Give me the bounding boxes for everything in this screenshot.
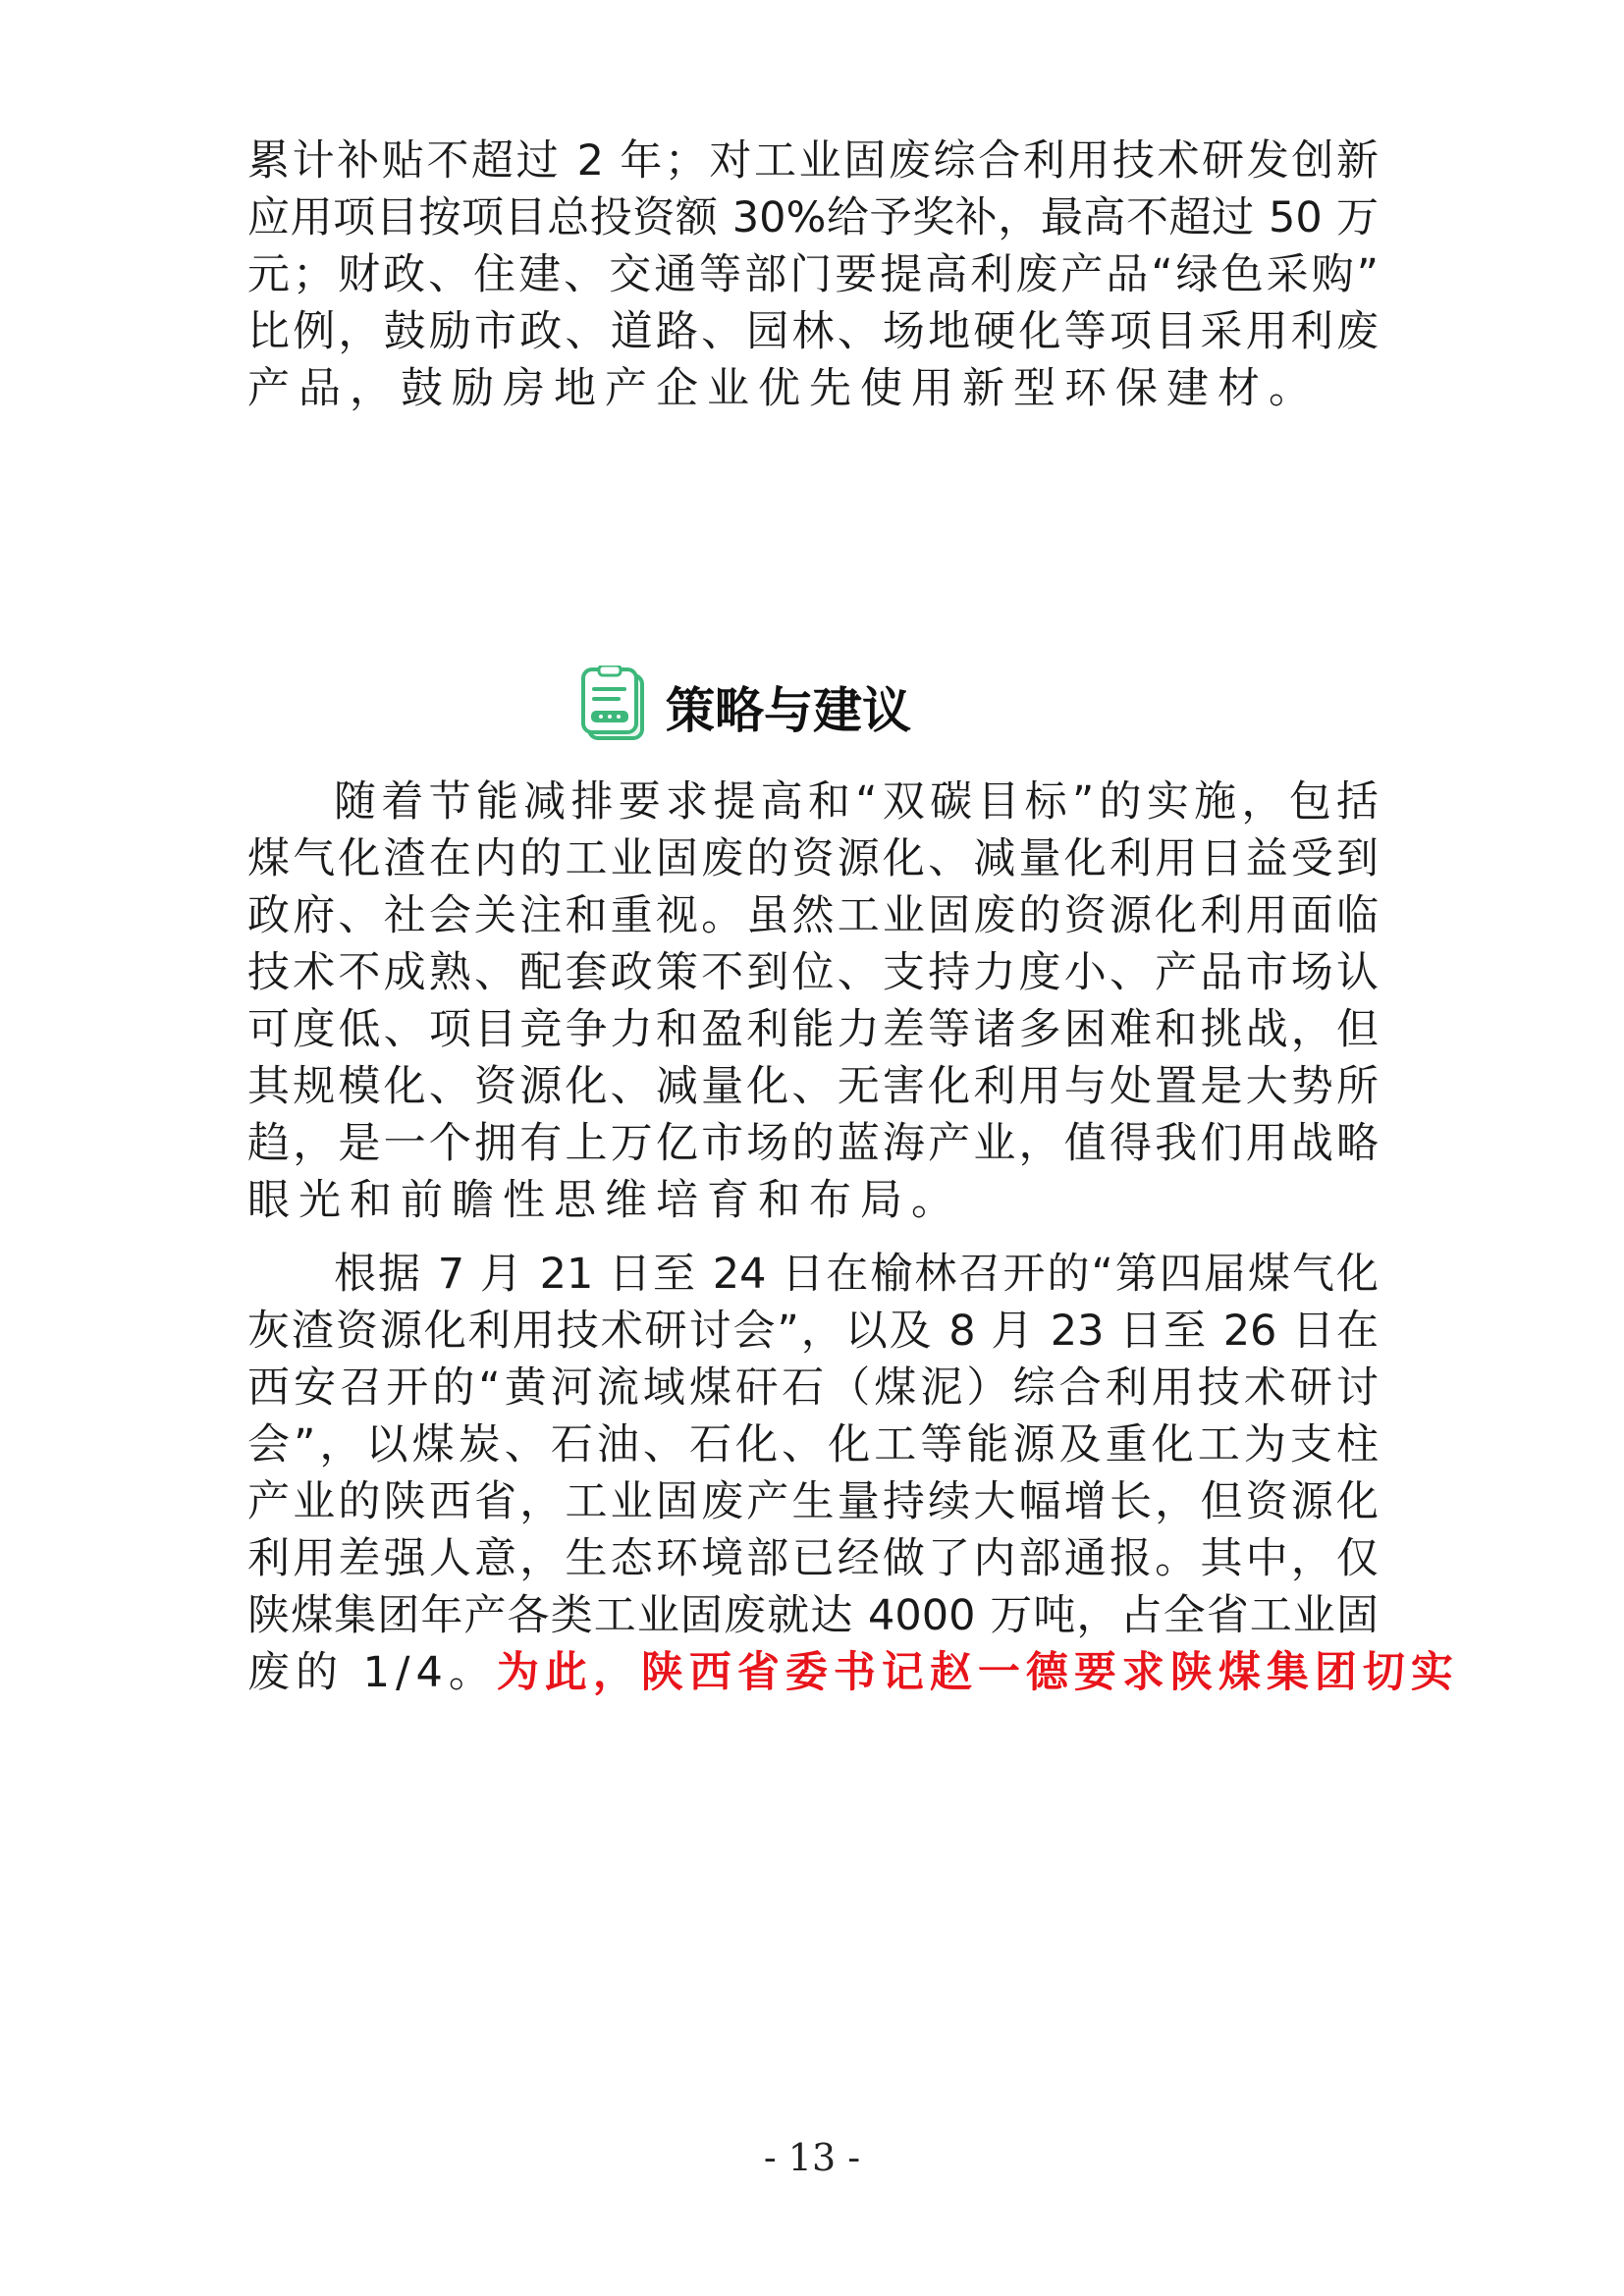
text-line: 其规模化、资源化、减量化、无害化利用与处置是大势所 bbox=[247, 1062, 1379, 1111]
highlighted-text: 为此，陕西省委书记赵一德要求陕煤集团切实 bbox=[496, 1648, 1459, 1697]
text-line: 应用项目按项目总投资额 30%给予奖补，最高不超过 50 万 bbox=[247, 193, 1379, 242]
text-normal: 废的 1/4。 bbox=[247, 1648, 497, 1697]
text-line: 技术不成熟、配套政策不到位、支持力度小、产品市场认 bbox=[247, 948, 1379, 997]
page-number: - 13 - bbox=[763, 2136, 861, 2179]
text-line: 眼光和前瞻性思维培育和布局。 bbox=[247, 1176, 962, 1225]
text-line: 产业的陕西省，工业固废产生量持续大幅增长，但资源化 bbox=[247, 1477, 1379, 1526]
section-heading bbox=[579, 667, 911, 746]
text-line: 煤气化渣在内的工业固废的资源化、减量化利用日益受到 bbox=[247, 834, 1379, 883]
text-line: 累计补贴不超过 2 年；对工业固废综合利用技术研发创新 bbox=[247, 136, 1379, 186]
text-line: 陕煤集团年产各类工业固废就达 4000 万吨，占全省工业固 bbox=[247, 1591, 1379, 1640]
text-line bbox=[247, 1643, 1459, 1702]
text-line: 政府、社会关注和重视。虽然工业固废的资源化利用面临 bbox=[247, 891, 1379, 940]
text-line: 会”，以煤炭、石油、石化、化工等能源及重化工为支柱 bbox=[247, 1420, 1379, 1469]
text-line: 利用差强人意，生态环境部已经做了内部通报。其中，仅 bbox=[247, 1534, 1379, 1583]
text-line: 比例，鼓励市政、道路、园林、场地硬化等项目采用利废 bbox=[247, 307, 1379, 356]
text-line: 趋，是一个拥有上万亿市场的蓝海产业，值得我们用战略 bbox=[247, 1119, 1379, 1168]
text-line: 随着节能减排要求提高和“双碳目标”的实施，包括 bbox=[334, 777, 1379, 827]
text-line: 西安召开的“黄河流域煤矸石（煤泥）综合利用技术研讨 bbox=[247, 1363, 1379, 1413]
text-line: 产品，鼓励房地产企业优先使用新型环保建材。 bbox=[247, 364, 1320, 413]
section-title: 策略与建议 bbox=[666, 682, 911, 739]
clipboard-icon bbox=[579, 666, 650, 748]
text-line: 根据 7 月 21 日至 24 日在榆林召开的“第四届煤气化 bbox=[334, 1250, 1379, 1299]
text-line: 可度低、项目竞争力和盈利能力差等诸多困难和挑战，但 bbox=[247, 1005, 1379, 1054]
text-line: 灰渣资源化利用技术研讨会”，以及 8 月 23 日至 26 日在 bbox=[247, 1307, 1379, 1356]
text-line: 元；财政、住建、交通等部门要提高利废产品“绿色采购” bbox=[247, 250, 1379, 299]
